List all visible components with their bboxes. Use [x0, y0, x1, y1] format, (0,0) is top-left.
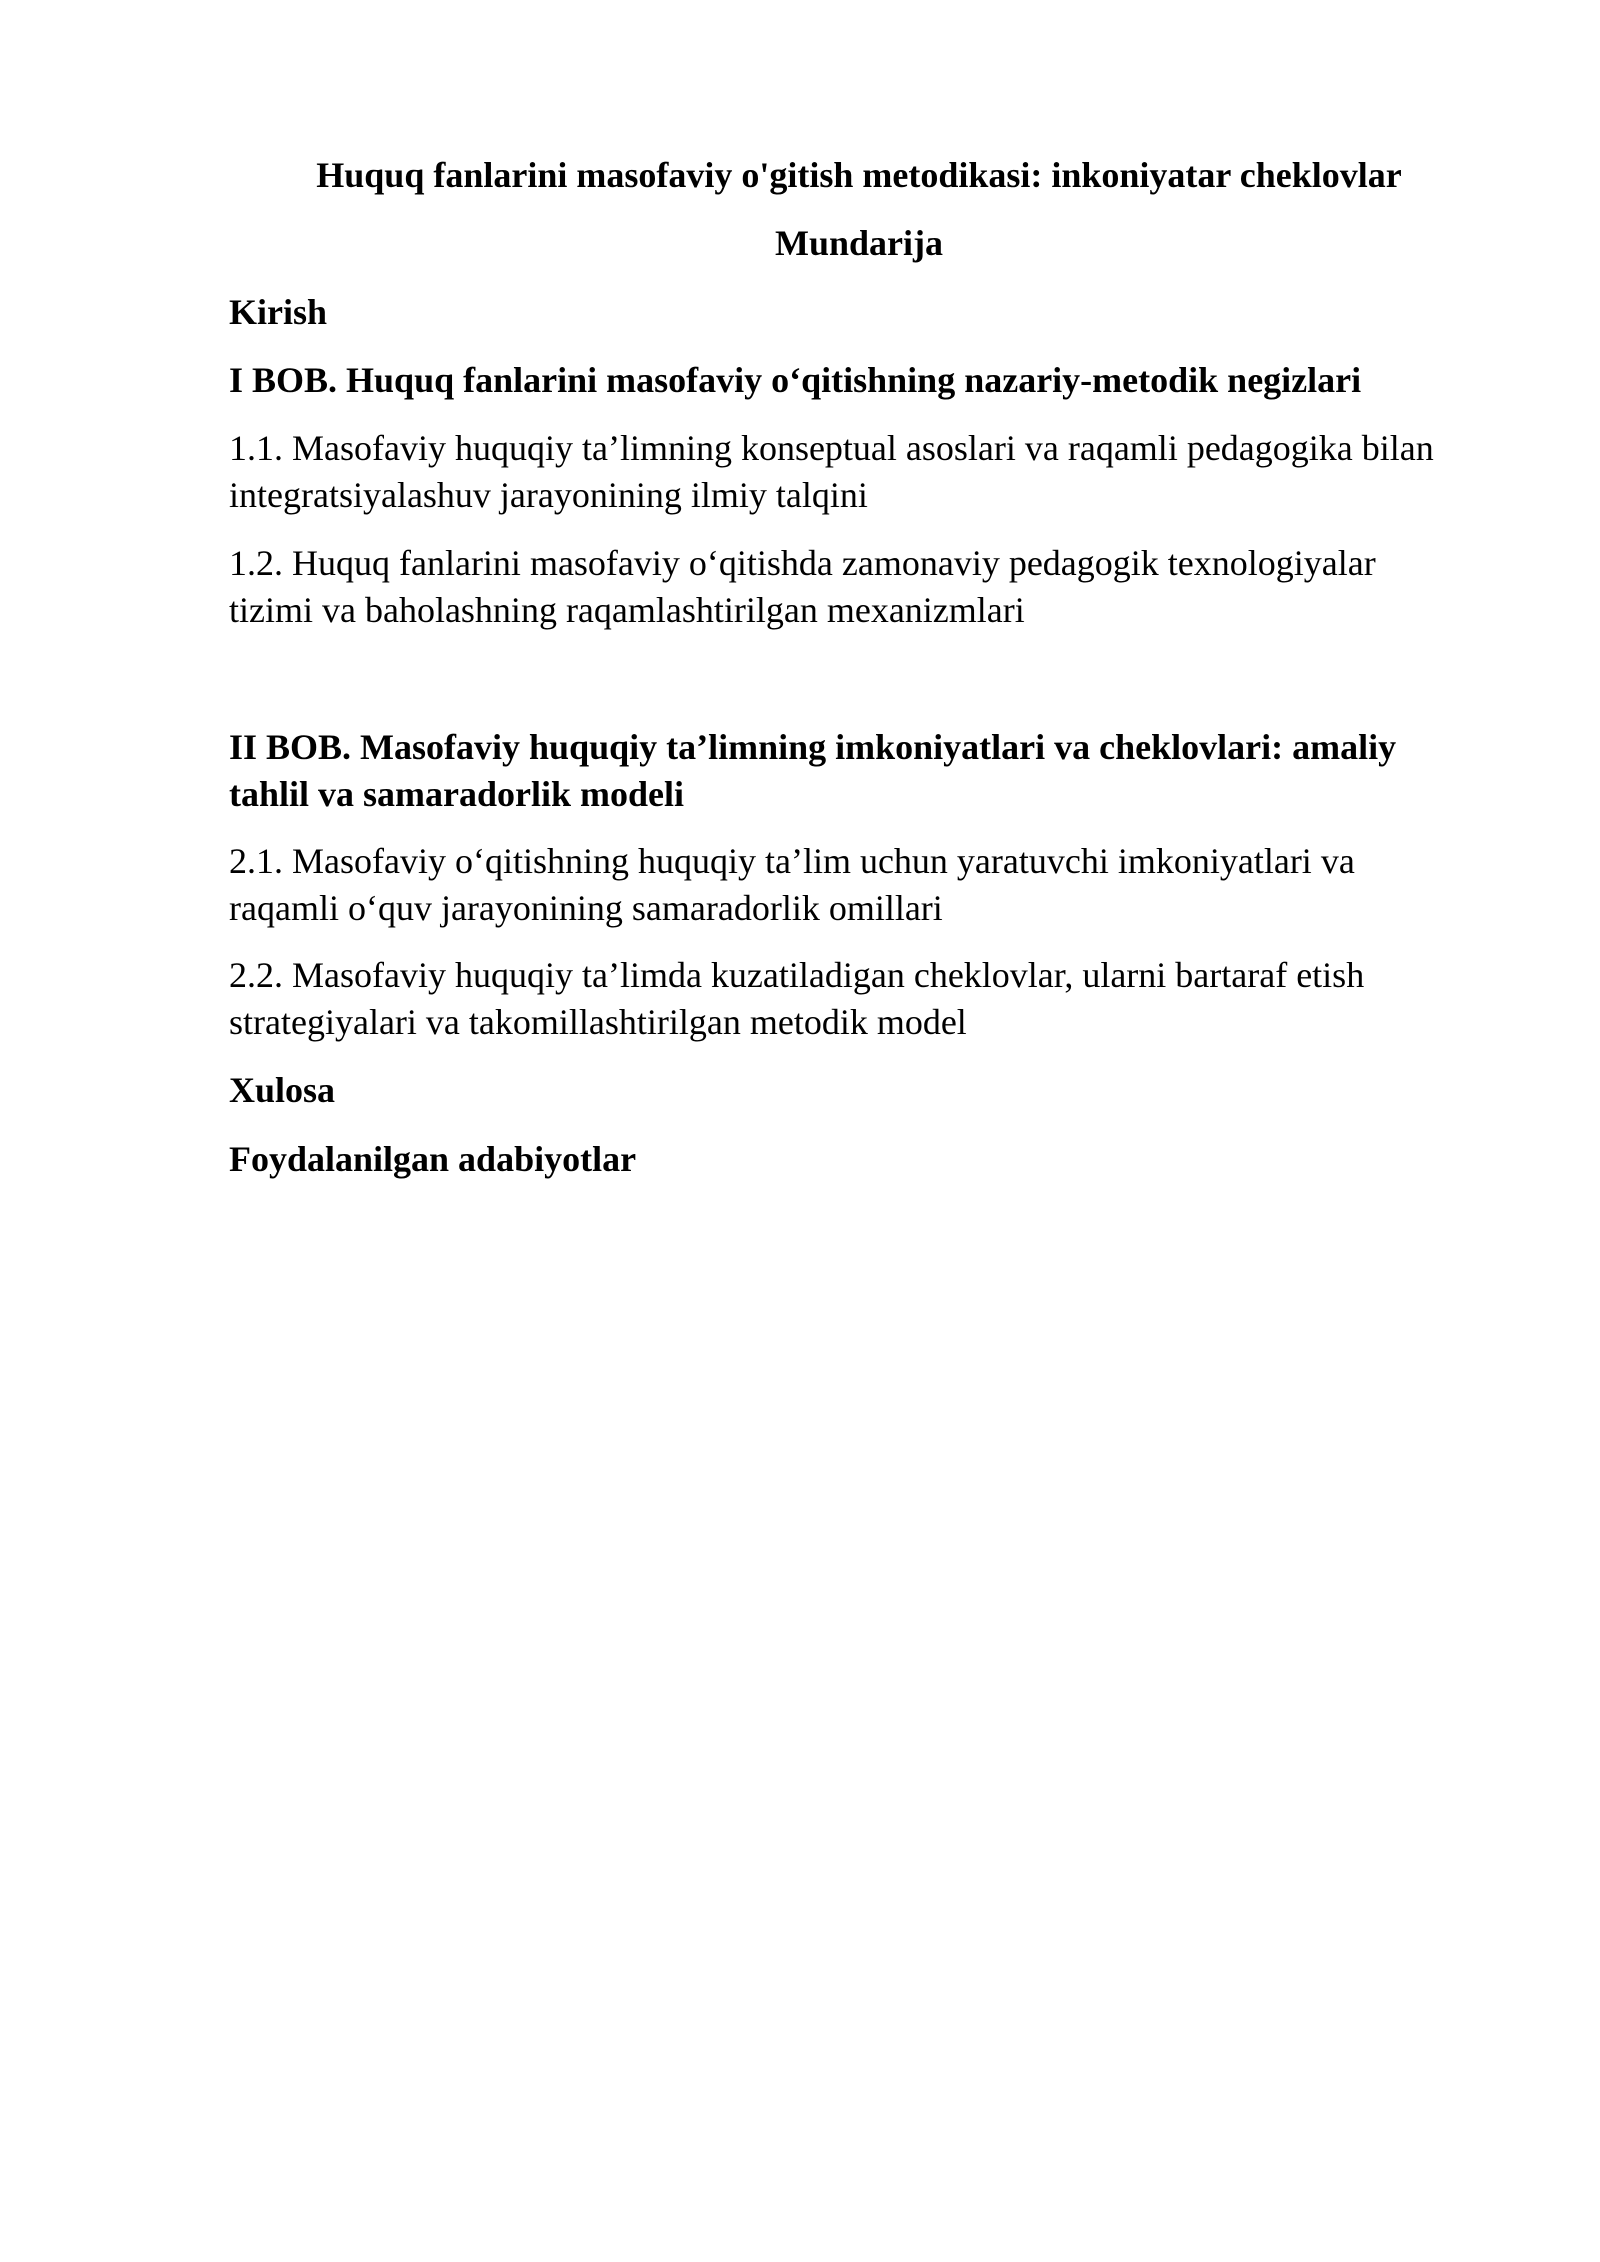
- toc-entry-section-1-1: 1.1. Masofaviy huquqiy ta’limning konseptual asoslari va raqamli pedagogika bilan integratsiyalashuv jarayonining ilmiy talqini: [229, 428, 1434, 515]
- toc-entry-xulosa: Xulosa: [229, 1070, 336, 1110]
- toc-entry-section-1-2: 1.2. Huquq fanlarini masofaviy o‘qitishda zamonaviy pedagogik texnologiyalar tizimi va baholashning raqamlashtirilgan mexanizmlari: [229, 543, 1376, 630]
- toc-entry-section-2-2: 2.2. Masofaviy huquqiy ta’limda kuzatiladigan cheklovlar, ularni bartaraf etish strategiyalari va takomillashtirilgan metodik model: [229, 955, 1365, 1042]
- toc-entry-kirish: Kirish: [229, 292, 328, 332]
- toc-entry-section-2-1: 2.1. Masofaviy o‘qitishning huquqiy ta’lim uchun yaratuvchi imkoniyatlari va raqamli o‘quv jarayonining samaradorlik omillari: [229, 841, 1355, 928]
- toc-entry-chapter-2: II BOB. Masofaviy huquqiy ta’limning imkoniyatlari va cheklovlari: amaliy tahlil va samaradorlik modeli: [229, 727, 1397, 814]
- document-title: Huquq fanlarini masofaviy o'gitish metodikasi: inkoniyatar cheklovlar: [316, 155, 1402, 195]
- toc-heading: Mundarija: [774, 223, 943, 263]
- toc-entry-chapter-1: I BOB. Huquq fanlarini masofaviy o‘qitishning nazariy-metodik negizlari: [229, 360, 1362, 400]
- toc-entry-references: Foydalanilgan adabiyotlar: [229, 1139, 637, 1179]
